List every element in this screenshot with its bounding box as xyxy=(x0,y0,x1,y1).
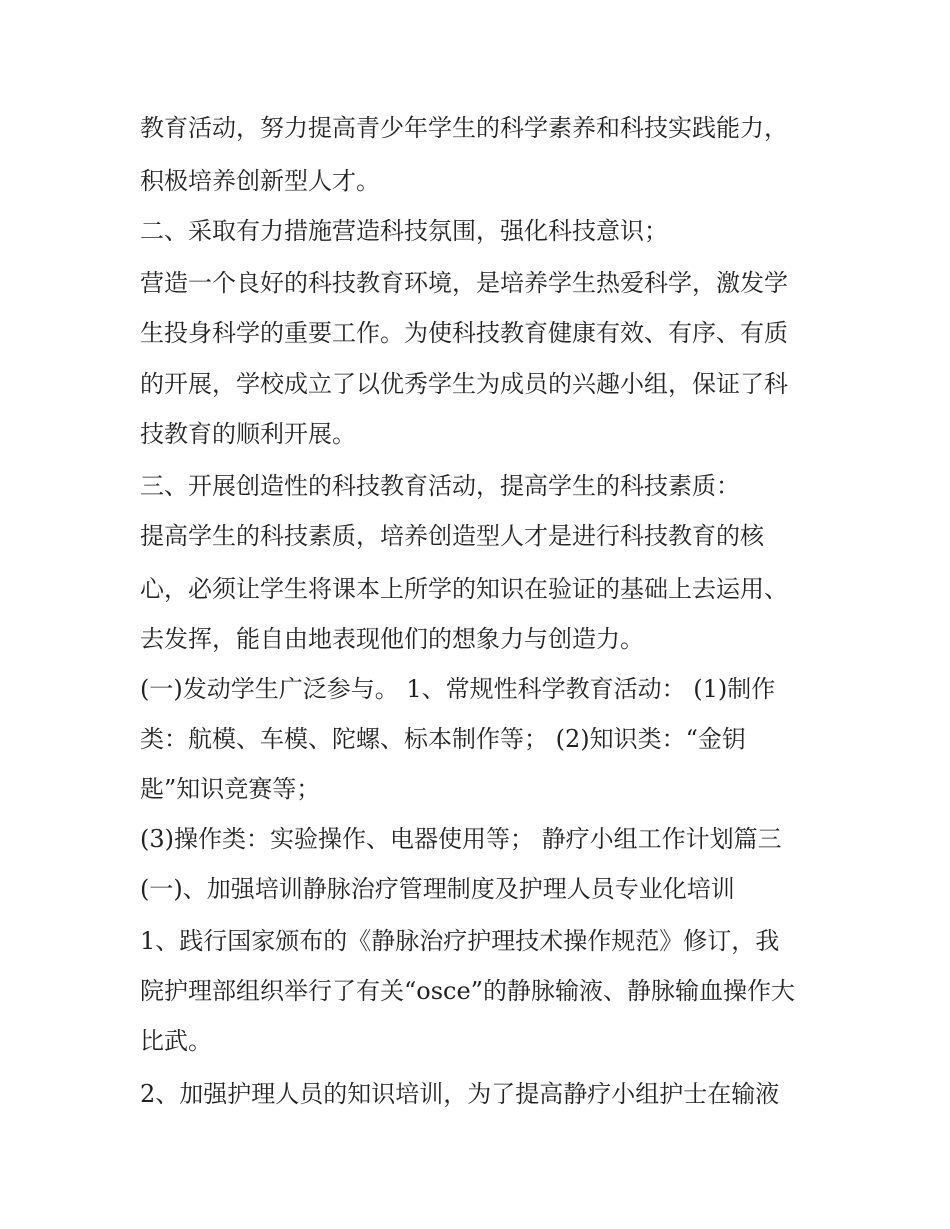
text-line: 技教育的顺利开展。 xyxy=(140,420,356,448)
text-line: 院护理部组织举行了有关“osce”的静脉输液、静脉输血操作大 xyxy=(140,977,795,1005)
text-line: 营造一个良好的科技教育环境，是培养学生热爱科学，激发学 xyxy=(140,269,788,297)
text-line: 生投身科学的重要工作。为使科技教育健康有效、有序、有质 xyxy=(140,319,788,347)
text-line: 二、采取有力措施营造科技氛围，强化科技意识； xyxy=(140,217,668,245)
text-line: 心，必须让学生将课本上所学的知识在验证的基础上去运用、 xyxy=(140,575,788,603)
text-line: 比武。 xyxy=(140,1027,212,1055)
text-line: (一)、加强培训静脉治疗管理制度及护理人员专业化培训 xyxy=(140,875,735,903)
text-line: 的开展，学校成立了以优秀学生为成员的兴趣小组，保证了科 xyxy=(140,370,788,398)
text-line: 教育活动，努力提高青少年学生的科学素养和科技实践能力， xyxy=(140,114,788,142)
text-line: 积极培养创新型人才。 xyxy=(140,167,380,195)
text-line: 1、践行国家颁布的《静脉治疗护理技术操作规范》修订，我 xyxy=(140,927,780,955)
text-line: 2、加强护理人员的知识培训，为了提高静疗小组护士在输液 xyxy=(140,1080,780,1108)
text-line: (3)操作类：实验操作、电器使用等； 静疗小组工作计划篇三 xyxy=(140,825,782,853)
text-line: 类：航模、车模、陀螺、标本制作等； (2)知识类：“金钥 xyxy=(140,725,746,753)
text-line: 提高学生的科技素质，培养创造型人才是进行科技教育的核 xyxy=(140,522,764,550)
text-line: 匙”知识竞赛等； xyxy=(140,775,321,803)
text-line: 去发挥，能自由地表现他们的想象力与创造力。 xyxy=(140,625,644,653)
text-line: (一)发动学生广泛参与。 1、常规性科学教育活动： (1)制作 xyxy=(140,675,776,703)
text-line: 三、开展创造性的科技教育活动，提高学生的科技素质： xyxy=(140,472,740,500)
